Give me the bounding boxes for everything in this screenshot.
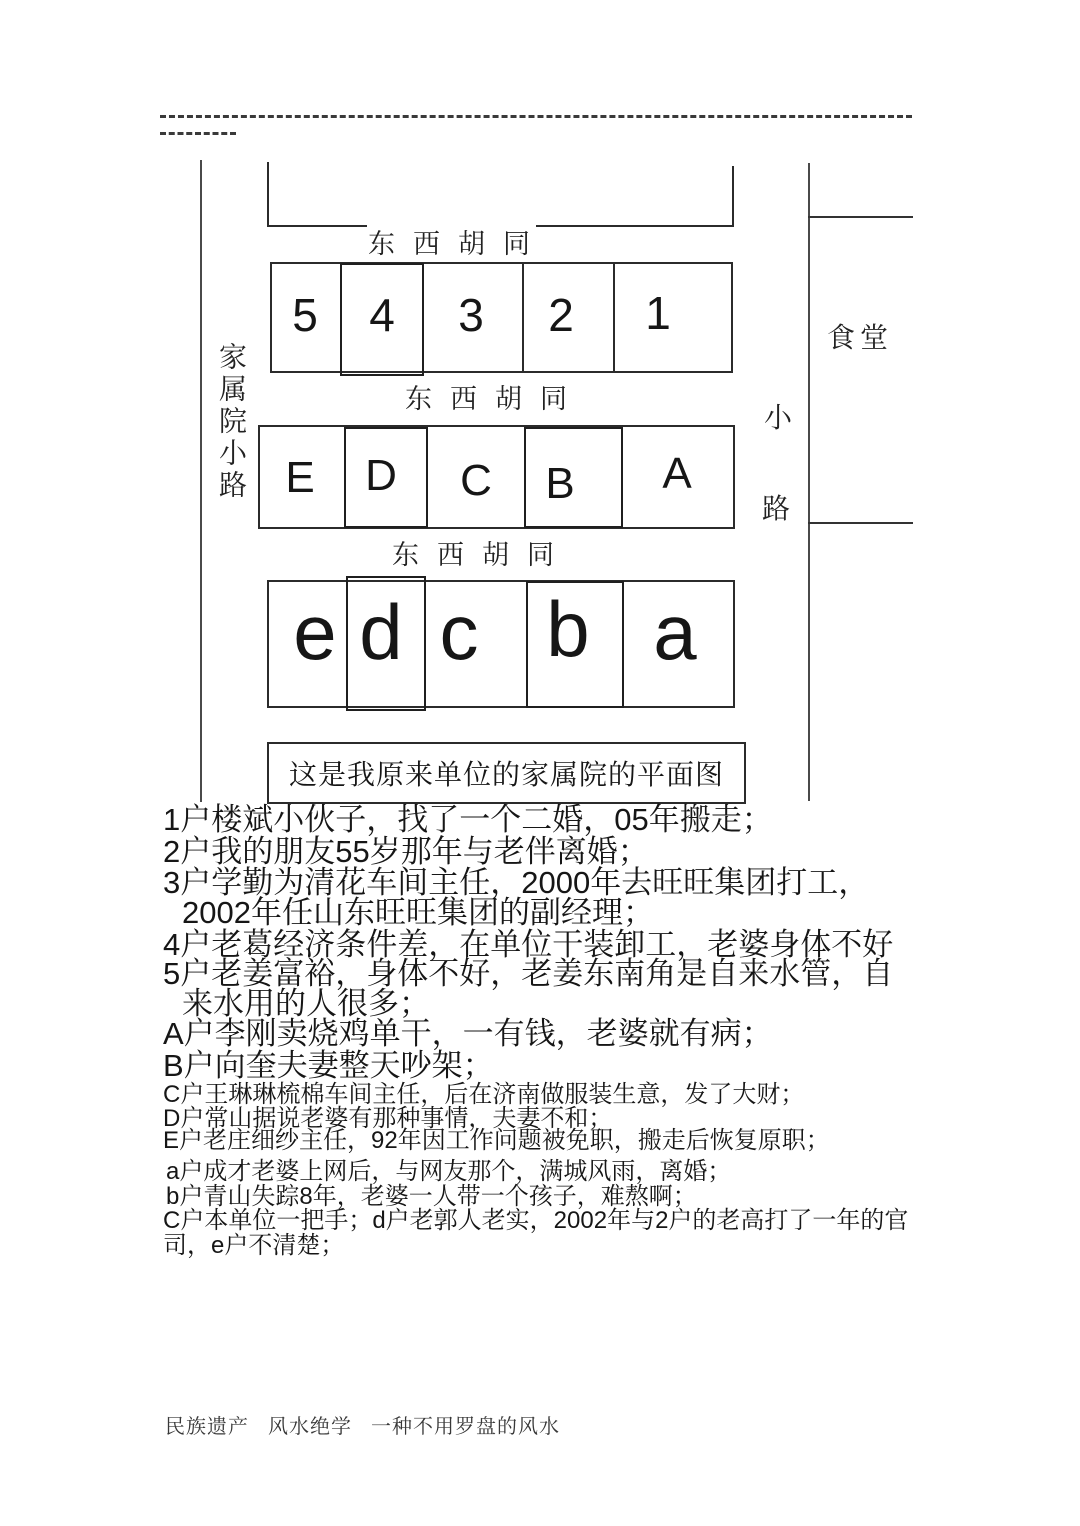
note-line-3: 3户学勤为清花车间主任，2000年去旺旺集团打工， [163,865,870,900]
right-road-label-char-1: 小 [764,402,793,433]
house-label-E: E [285,453,315,502]
note-line-2: 2户我的朋友55岁那年与老伴离婚； [163,834,649,869]
hutong-label-2: 东西胡同 [405,384,585,414]
note-line-14: b户青山失踪8年，老婆一人带一个孩子，难熬啊； [166,1183,697,1210]
house-label-C: C [460,456,492,505]
top-wall-left-segment [267,162,269,227]
page-footer [165,1410,560,1439]
house-label-2: 2 [548,289,574,341]
dashed-separator-line-2 [160,132,236,135]
footer-part-2: 风水绝学 [268,1416,352,1438]
note-line-11: D户常山据说老婆有那种事情，夫妻不和； [163,1105,613,1132]
house-label-B: B [545,459,575,508]
right-road-line [808,163,810,801]
house-label-A: A [662,449,692,498]
house-label-d: d [359,588,403,676]
house-label-5: 5 [292,289,318,341]
hutong-label-1: 东西胡同 [368,229,548,259]
top-wall-bottom-left [267,225,367,227]
row1-divider-2-1 [613,264,615,371]
row1-divider-3-2 [522,264,524,371]
caption-box [267,742,746,804]
note-line-13: a户成才老婆上网后，与网友那个，满城风雨，离婚； [166,1158,732,1185]
house-label-e: e [293,588,337,676]
top-wall-right-segment [732,166,734,227]
house-label-c: c [439,588,479,676]
house-label-a: a [653,588,697,676]
canteen-label: 食堂 [827,322,894,353]
dashed-separator-line-1 [160,115,912,118]
note-line-5: 4户老葛经济条件差，在单位干装卸工，老婆身体不好 [163,927,894,962]
top-wall-bottom-right [536,225,734,227]
note-line-6: 5户老姜富裕，身体不好，老姜东南角是自来水管，自 [163,956,894,991]
note-line-12: E户老庄细纱主任，92年因工作问题被免职，搬走后恢复原职； [163,1127,830,1154]
note-line-8: A户李刚卖烧鸡单干，一有钱，老婆就有病； [163,1016,773,1051]
footer-part-1: 民族遗产 [165,1416,249,1438]
note-line-9: B户向奎夫妻整天吵架； [163,1048,494,1083]
caption-text: 这是我原来单位的家属院的平面图 [288,759,724,790]
note-line-16: 司，e户不清楚； [163,1232,345,1259]
canteen-top-wall [808,216,913,218]
left-road-label: 家属院小路 [216,342,247,502]
left-road-line [200,160,202,802]
note-line-7: 来水用的人很多； [182,986,430,1021]
note-line-1: 1户楼斌小伙子，找了一个二婚，05年搬走； [163,802,773,837]
footer-part-3: 一种不用罗盘的风水 [371,1416,560,1438]
note-line-4: 2002年任山东旺旺集团的副经理； [182,895,654,930]
hutong-label-3: 东西胡同 [392,540,572,570]
note-line-15: C户本单位一把手；d户老郭人老实，2002年与2户的老高打了一年的官 [163,1207,909,1234]
right-road-label-char-2: 路 [762,493,791,524]
house-label-4: 4 [369,289,395,341]
house-label-3: 3 [458,289,484,341]
house-label-D: D [365,451,397,500]
note-line-10: C户王琳琳梳棉车间主任，后在济南做服装生意，发了大财； [163,1081,805,1108]
house-label-b: b [546,585,590,673]
canteen-bottom-wall [808,522,913,524]
house-label-1: 1 [645,287,671,339]
